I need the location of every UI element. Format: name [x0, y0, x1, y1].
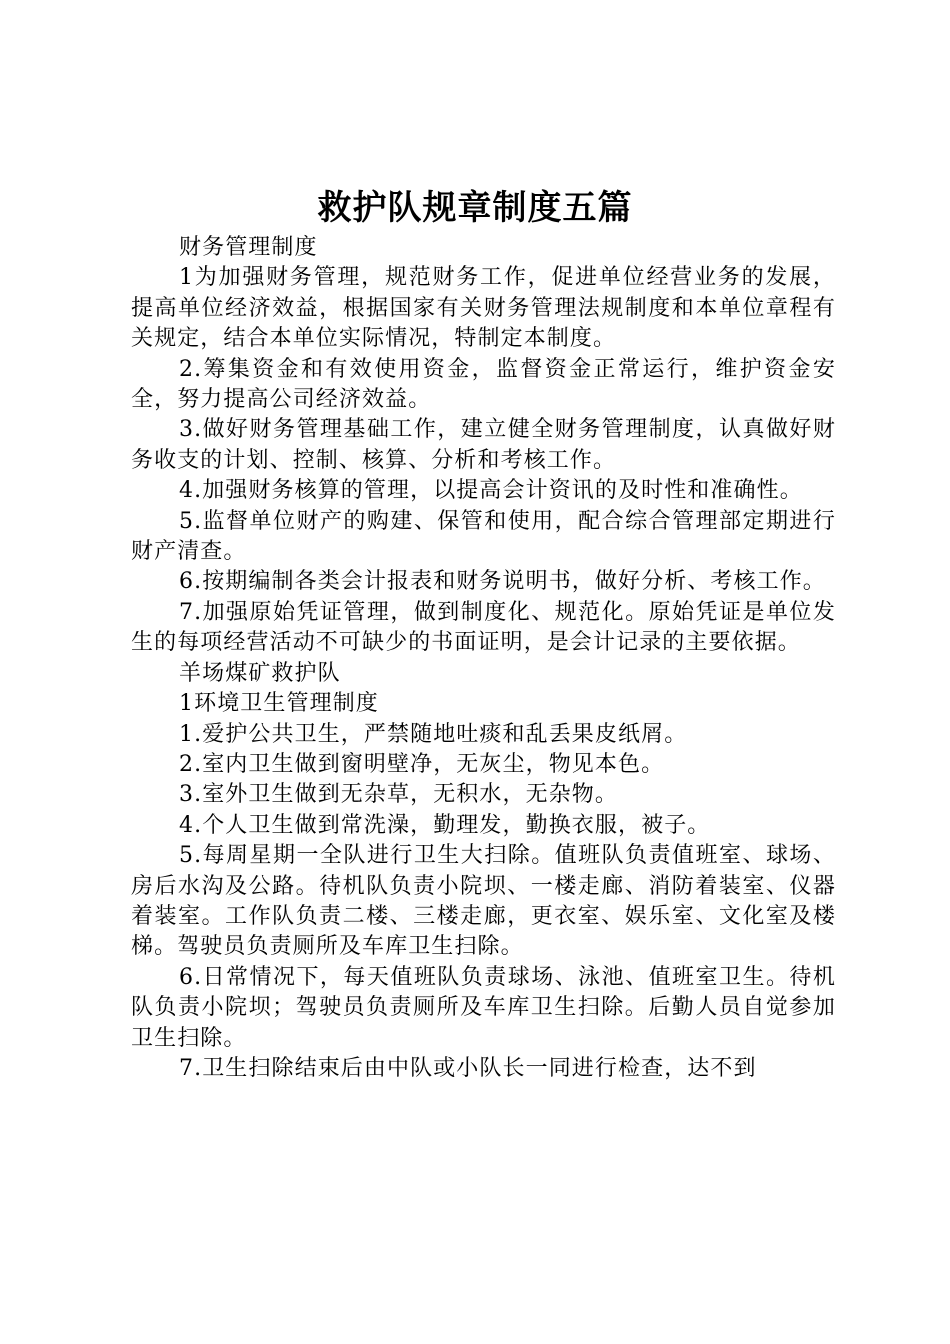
paragraph: 3.室外卫生做到无杂草，无积水，无杂物。 [179, 782, 618, 808]
paragraph: 7.加强原始凭证管理，做到制度化、规范化。原始凭证是单位发生的每项经营活动不可缺少的书面证明，是会计记录的主要依据。 [131, 599, 836, 656]
paragraph: 2.室内卫生做到窗明壁净，无灰尘，物见本色。 [179, 751, 665, 777]
paragraph: 7.卫生扫除结束后由中队或小队长一同进行检查，达不到 [179, 1055, 757, 1081]
section-heading-hygiene: 1环境卫生管理制度 [179, 691, 379, 717]
paragraph: 5.监督单位财产的购建、保管和使用，配合综合管理部定期进行财产清查。 [131, 508, 836, 565]
paragraph: 1为加强财务管理，规范财务工作，促进单位经营业务的发展，提高单位经济效益，根据国家有关财务管理法规制度和本单位章程有关规定，结合本单位实际情况，特制定本制度。 [131, 265, 836, 352]
section-heading-finance: 财务管理制度 [179, 235, 318, 260]
paragraph: 1.爱护公共卫生，严禁随地吐痰和乱丢果皮纸屑。 [179, 721, 688, 747]
paragraph: 6.日常情况下，每天值班队负责球场、泳池、值班室卫生。待机队负责小院坝；驾驶员负责厕所及车库卫生扫除。后勤人员自觉参加卫生扫除。 [131, 964, 836, 1051]
section-heading-rescue-team: 羊场煤矿救护队 [179, 660, 341, 686]
paragraph: 2.筹集资金和有效使用资金，监督资金正常运行，维护资金安全，努力提高公司经济效益。 [131, 356, 836, 413]
paragraph: 5.每周星期一全队进行卫生大扫除。值班队负责值班室、球场、房后水沟及公路。待机队负责小院坝、一楼走廊、消防着装室、仪器着装室。工作队负责二楼、三楼走廊，更衣室、娱乐室、文化室及楼梯。驾驶员负责厕所及车库卫生扫除。 [131, 843, 836, 960]
paragraph: 4.加强财务核算的管理，以提高会计资讯的及时性和准确性。 [179, 478, 803, 504]
document-title: 救护队规章制度五篇 [317, 188, 633, 228]
paragraph: 6.按期编制各类会计报表和财务说明书，做好分析、考核工作。 [179, 569, 826, 595]
document-body [131, 233, 836, 1084]
paragraph: 3.做好财务管理基础工作，建立健全财务管理制度，认真做好财务收支的计划、控制、核算、分析和考核工作。 [131, 417, 836, 473]
paragraph: 4.个人卫生做到常洗澡，勤理发，勤换衣服，被子。 [179, 812, 711, 838]
